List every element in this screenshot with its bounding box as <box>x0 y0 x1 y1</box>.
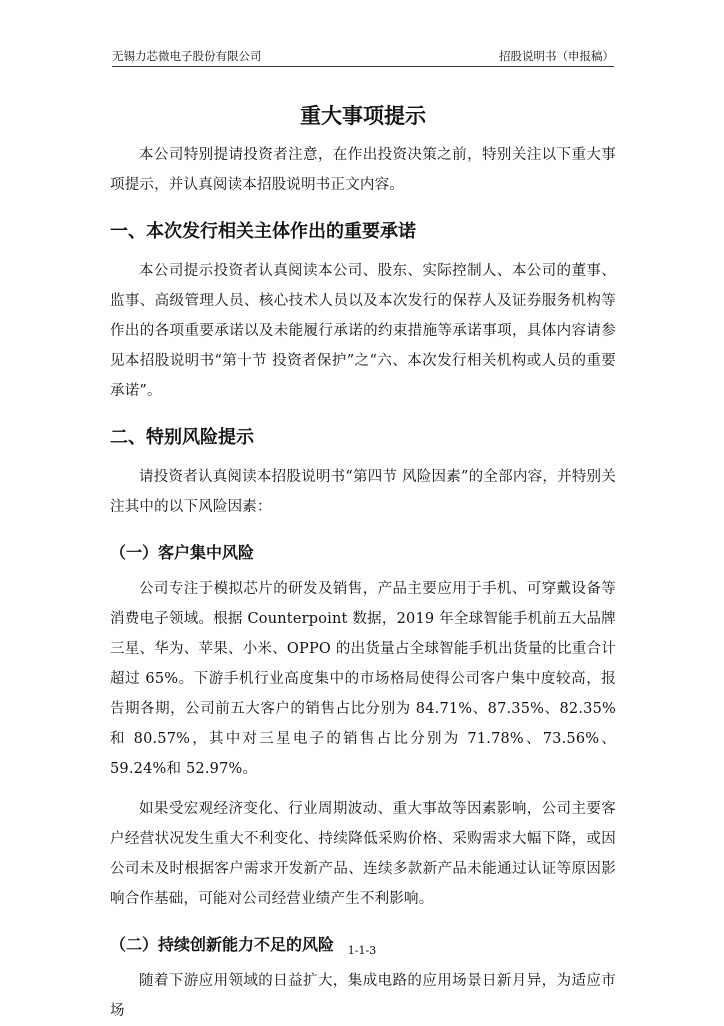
section-1-heading: 一、本次发行相关主体作出的重要承诺 <box>110 221 416 242</box>
section-2-paragraph: 请投资者认真阅读本招股说明书“第四节 风险因素”的全部内容，并特别关注其中的以下风险因素： <box>110 469 616 515</box>
header-company-name: 无锡力芯微电子股份有限公司 <box>112 49 262 63</box>
subsection-1-paragraph-1: 公司专注于模拟芯片的研发及销售，产品主要应用于手机、可穿戴设备等消费电子领域。根据 Counterpoint 数据，2019 年全球智能手机前五大品牌三星、华为、苹果、小米、OPPO 的出货量占全球智能手机出货量的比重合计超过 65%。下游手机行业高度集中的市场格局使得公司客户集中度较高，报告期各期，公司前五大客户的销售占比分别为 84.71%、87.35%、82.35%和 80.57%，其中对三星电子的销售占比分别为 71.78%、73.56%、59.24%和 52.97%。 <box>110 581 616 777</box>
subsection-2-paragraph-1: 随着下游应用领域的日益扩大，集成电路的应用场景日新月异，为适应市场 <box>110 973 616 1019</box>
page-title: 重大事项提示 <box>300 104 426 128</box>
subsection-1-heading: （一）客户集中风险 <box>110 543 255 562</box>
section-1-paragraph: 本公司提示投资者认真阅读本公司、股东、实际控制人、本公司的董事、监事、高级管理人员、核心技术人员以及本次发行的保荐人及证券服务机构等作出的各项重要承诺以及未能履行承诺的约束措施等承诺事项，具体内容请参见本招股说明书“第十节 投资者保护”之“六、本次发行相关机构或人员的重要承诺”。 <box>110 263 616 399</box>
section-2-heading: 二、特别风险提示 <box>110 427 254 448</box>
document-body <box>110 96 616 1026</box>
subsection-1-paragraph-2: 如果受宏观经济变化、行业周期波动、重大事故等因素影响，公司主要客户经营状况发生重大不利变化、持续降低采购价格、采购需求大幅下降，或因公司未及时根据客户需求开发新产品、连续多款新产品未能通过认证等原因影响合作基础，可能对公司经营业绩产生不利影响。 <box>110 801 616 907</box>
page-number: 1-1-3 <box>347 944 377 957</box>
header-document-type: 招股说明书（申报稿） <box>499 49 614 63</box>
intro-paragraph: 本公司特别提请投资者注意，在作出投资决策之前，特别关注以下重大事项提示，并认真阅读本招股说明书正文内容。 <box>110 147 616 193</box>
subsection-2-heading: （二）持续创新能力不足的风险 <box>110 935 335 954</box>
page-header <box>112 48 614 67</box>
